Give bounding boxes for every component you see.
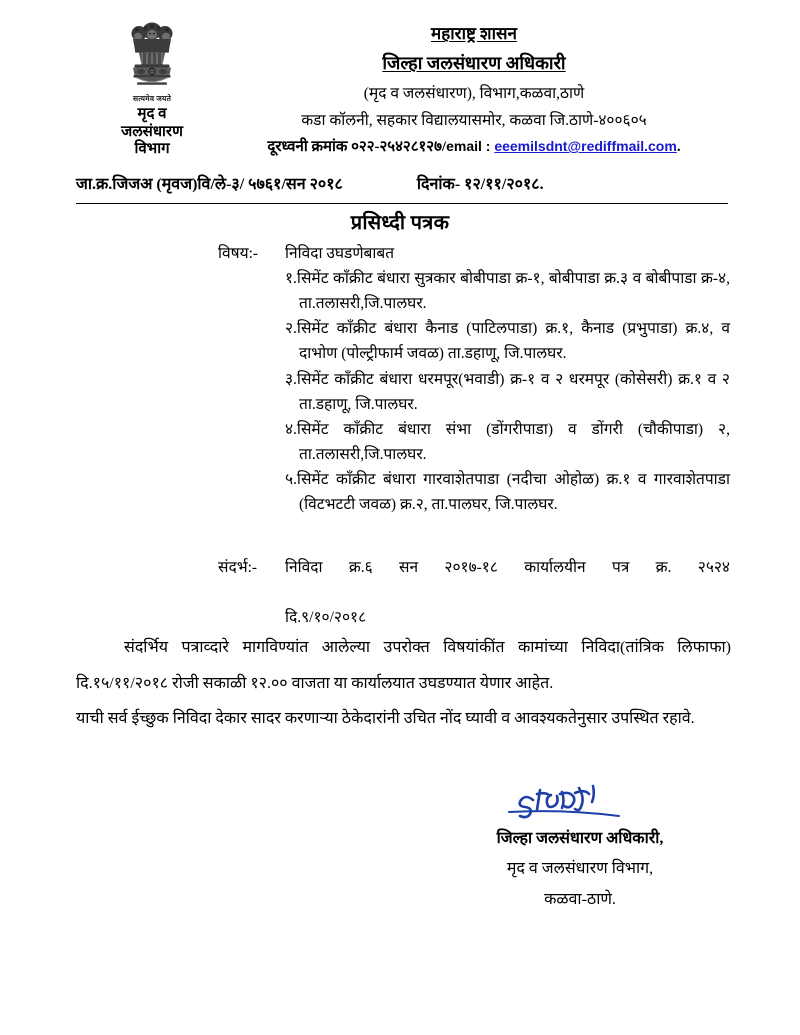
signatory-location: कळवा-ठाणे.: [544, 890, 616, 908]
subject-value: [285, 241, 730, 517]
header-address-line: कडा कॉलनी, सहकार विद्यालयासमोर, कळवा जि.ठाणे-४००६०५: [301, 111, 647, 129]
email-trailing-period: .: [676, 139, 681, 156]
subject-section: [218, 241, 730, 517]
emblem-motto: सत्यमेव जयते: [132, 94, 172, 103]
header-divider: [76, 203, 728, 204]
department-line-3: विभाग: [134, 141, 170, 158]
subject-row: [218, 241, 730, 517]
state-emblem-icon: [124, 20, 180, 94]
outward-reference-row: [76, 172, 728, 194]
body-text: [76, 630, 731, 737]
reference-value: [285, 555, 730, 630]
header-text-block: [208, 22, 740, 161]
emblem-block: [96, 20, 208, 159]
header-division-line: (मृद व जलसंधारण), विभाग,कळवा,ठाणे: [363, 85, 585, 103]
body-paragraph-2-text: याची सर्व ईच्छुक निविदा देकार सादर करणाऱ्या ठेकेदारांनी उचित नोंद घ्यावी व आवश्यकतेनुसार उपस्थित रहावे.: [76, 710, 695, 728]
body-paragraph-1: [76, 630, 731, 701]
body-paragraph-2: [76, 701, 731, 737]
list-item: ३.सिमेंट काँक्रीट बंधारा धरमपूर(भवाडी) क्र-१ व २ धरमपूर (कोसेसरी) क्र.१ व २ ता.डहाणू, जि.पालघर.: [285, 370, 730, 413]
reference-line-2: दि.९/१०/२०१८: [285, 609, 367, 627]
list-item: २.सिमेंट काँक्रीट बंधारा कैनाड (पाटिलपाडा) क्र.१, कैनाड (प्रभुपाडा) क्र.४, व दाभोण (पोल्ट्रीफार्म जवळ) ता.डहाणू, जि.पालघर.: [285, 320, 730, 363]
header-office-name: जिल्हा जलसंधारण अधिकारी: [382, 52, 566, 73]
reference-label: संदर्भ:-: [218, 559, 258, 576]
subject-label: विषय:-: [218, 245, 259, 262]
document-date: दिनांक- १२/११/२०१८.: [416, 176, 544, 193]
list-item: ४.सिमेंट काँक्रीट बंधारा संभा (डोंगरीपाडा) व डोंगरी (चौकीपाडा) २, ता.तलासरी,जि.पालघर.: [285, 420, 730, 463]
department-line-2: जलसंधारण: [121, 123, 183, 140]
reference-section: [218, 555, 730, 630]
email-link[interactable]: eeemilsdnt@rediffmail.com: [494, 138, 677, 155]
subject-item-list: [285, 266, 730, 517]
header-contact-line: [208, 135, 740, 161]
reference-line-1: निविदा क्र.६ सन २०१७-१८ कार्यालयीन पत्र क्र. २५२४: [285, 559, 730, 576]
signature-block: [420, 782, 740, 915]
body-paragraph-1-text: संदर्भिय पत्राव्दारे मागविण्यांत आलेल्या उपरोक्त विषयांकींत कामांच्या निविदा(तांत्रिक लिफाफा) दि.१५/११/२०१८ रोजी सकाळी १२.०० वाजता या कार्यालयात उघडण्यात येणार आहेत.: [76, 639, 731, 692]
signatory-department: मृद व जलसंधारण विभाग,: [506, 860, 654, 878]
page-title: प्रसिध्दी पत्रक: [350, 212, 450, 234]
signature-mark-area: [420, 782, 740, 828]
masthead: [0, 0, 800, 178]
handwritten-signature-icon: [499, 782, 649, 830]
header-government-name: महाराष्ट्र शासन: [431, 24, 517, 43]
email-label: email :: [446, 138, 495, 155]
phone-number-text: दूरध्वनी क्रमांक ०२२-२५४२८१२७/: [267, 139, 447, 156]
outward-number: जा.क्र.जिजअ (मृवज)वि/ले-३/ ५७६१/सन २०१८: [76, 176, 343, 193]
signatory-designation: जिल्हा जलसंधारण अधिकारी,: [496, 830, 664, 847]
department-line-1: मृद व: [137, 105, 167, 122]
list-item: १.सिमेंट काँक्रीट बंधारा सुत्रकार बोबीपाडा क्र-१, बोबीपाडा क्र.३ व बोबीपाडा क्र-४, ता.तलासरी,जि.पालघर.: [285, 270, 730, 313]
subject-heading: निविदा उघडणेबाबत: [285, 245, 395, 262]
list-item: ५.सिमेंट काँक्रीट बंधारा गारवाशेतपाडा (नदीचा ओहोळ) क्र.१ व गारवाशेतपाडा (विटभटटी जवळ) क्र.२, ता.पालघर, जि.पालघर.: [285, 470, 730, 514]
